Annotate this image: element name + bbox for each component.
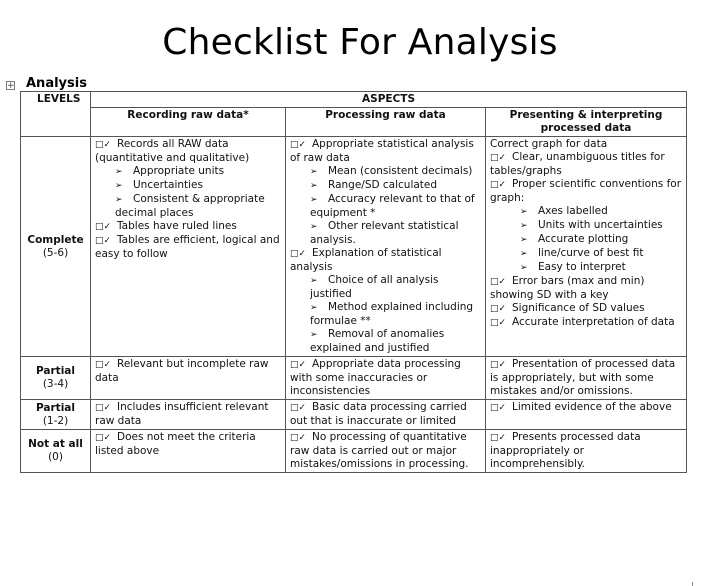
table-row [21,430,687,473]
criteria-item [290,401,481,428]
criteria-text: No processing of quantitative raw data is carried out or major mistakes/omissions in processing. [290,431,469,470]
criteria-text: Choice of all analysis justified [310,274,439,300]
analysis-checklist-table [20,91,687,473]
cell-processing [286,137,486,357]
table-row [21,137,687,357]
level-range: (0) [48,451,63,463]
criteria-item [490,261,682,275]
criteria-text: Range/SD calculated [328,179,438,191]
checkbox-tick-icon: □✓ [95,222,112,232]
checkbox-tick-icon: □✓ [95,140,112,150]
levels-header: LEVELS [21,92,91,108]
criteria-item [290,179,481,193]
criteria-text: Axes labelled [538,205,608,217]
arrow-bullet-icon: ➢ [520,249,528,259]
checklist-body [21,137,687,473]
table-move-handle-icon[interactable]: + [7,81,15,91]
checkbox-tick-icon: □✓ [95,433,112,443]
arrow-bullet-icon: ➢ [520,235,528,245]
criteria-text: Correct graph for data [490,138,608,150]
criteria-item [95,431,281,458]
column-header-presenting: Presenting & interpreting processed data [486,108,687,137]
criteria-text: Method explained including formulae ** [310,301,474,327]
criteria-item [490,151,682,178]
criteria-text: Mean (consistent decimals) [328,165,473,177]
criteria-item [290,193,481,220]
level-name: Complete [27,233,84,246]
page-edge-marker [692,582,693,586]
level-range: (1-2) [42,414,69,427]
arrow-bullet-icon: ➢ [310,303,318,313]
criteria-item [290,165,481,179]
criteria-text: Appropriate units [133,165,225,177]
criteria-list [290,431,481,471]
criteria-item [490,316,682,330]
checkbox-tick-icon: □✓ [95,403,112,413]
criteria-item [490,431,682,471]
criteria-text: Accurate plotting [538,233,629,245]
arrow-bullet-icon: ➢ [115,195,123,205]
checkbox-tick-icon: □✓ [290,433,307,443]
checkbox-tick-icon: □✓ [490,433,507,443]
criteria-item [290,301,481,328]
criteria-item [95,220,281,234]
criteria-item [95,179,281,193]
criteria-text: Explanation of statistical analysis [290,247,442,273]
criteria-item [490,247,682,261]
criteria-text: Clear, unambiguous titles for tables/graphs [490,151,665,177]
arrow-bullet-icon: ➢ [520,207,528,217]
cell-presenting [486,400,687,430]
criteria-item [95,234,281,261]
criteria-text: Consistent & appropriate decimal places [115,193,265,219]
criteria-item [490,138,682,151]
arrow-bullet-icon: ➢ [520,263,528,273]
checkbox-tick-icon: □✓ [290,360,307,370]
arrow-bullet-icon: ➢ [115,167,123,177]
arrow-bullet-icon: ➢ [310,276,318,286]
cell-processing [286,357,486,400]
criteria-text: Tables have ruled lines [117,220,237,232]
criteria-list [490,401,682,415]
criteria-text: Presents processed data inappropriately or incomprehensibly. [490,431,641,470]
column-header-recording: Recording raw data* [91,108,286,137]
table-row [21,400,687,430]
analysis-heading: Analysis [26,76,87,91]
arrow-bullet-icon: ➢ [520,221,528,231]
criteria-text: Accuracy relevant to that of equipment * [310,193,475,219]
criteria-item [95,401,281,428]
level-cell [21,400,91,430]
criteria-text: Relevant but incomplete raw data [95,358,269,384]
arrow-bullet-icon: ➢ [310,181,318,191]
checkbox-tick-icon: □✓ [95,236,112,246]
criteria-text: Includes insufficient relevant raw data [95,401,269,427]
criteria-item [290,328,481,355]
arrow-bullet-icon: ➢ [115,181,123,191]
criteria-item [490,233,682,247]
criteria-item [290,138,481,165]
criteria-item [490,401,682,415]
checkbox-tick-icon: □✓ [290,140,307,150]
criteria-text: Easy to interpret [538,261,626,273]
criteria-text: Uncertainties [133,179,203,191]
criteria-text: Error bars (max and min) showing SD with a key [490,275,645,301]
level-cell [21,137,91,357]
cell-recording [91,400,286,430]
criteria-item [290,220,481,247]
cell-recording [91,430,286,473]
level-name: Not at all [28,438,83,450]
checkbox-tick-icon: □✓ [290,403,307,413]
criteria-text: Accurate interpretation of data [512,316,675,328]
criteria-text: Proper scientific conventions for graph: [490,178,682,204]
cell-recording [91,357,286,400]
criteria-list [490,358,682,398]
level-range: (5-6) [42,246,69,259]
criteria-text: Significance of SD values [512,302,645,314]
criteria-list [490,431,682,471]
level-cell [21,430,91,473]
aspects-header: ASPECTS [91,92,687,108]
criteria-item [490,275,682,302]
criteria-list [95,401,281,428]
cell-processing [286,400,486,430]
level-cell [21,357,91,400]
criteria-item [95,138,281,165]
criteria-list [490,138,682,330]
cell-presenting [486,357,687,400]
criteria-text: Records all RAW data (quantitative and qualitative) [95,138,250,164]
criteria-list [290,401,481,428]
criteria-item [290,247,481,274]
arrow-bullet-icon: ➢ [310,167,318,177]
criteria-text: Units with uncertainties [538,219,663,231]
criteria-text: Appropriate statistical analysis of raw data [290,138,474,164]
arrow-bullet-icon: ➢ [310,330,318,340]
level-name: Partial [36,365,75,377]
criteria-item [95,193,281,220]
level-name: Partial [36,401,75,414]
criteria-text: Appropriate data processing with some inaccuracies or inconsistencies [290,358,461,397]
criteria-list [95,138,281,261]
checkbox-tick-icon: □✓ [490,180,507,190]
criteria-list [290,138,481,355]
checkbox-tick-icon: □✓ [490,277,507,287]
checkbox-tick-icon: □✓ [490,360,507,370]
criteria-text: Presentation of processed data is appropriately, but with some mistakes and/or omissions. [490,358,676,397]
header-row-top [21,92,687,108]
column-header-processing: Processing raw data [286,108,486,137]
criteria-item [490,358,682,398]
criteria-item [95,358,281,385]
levels-header-spacer [21,108,91,137]
criteria-text: Removal of anomalies explained and justified [310,328,445,354]
table-row [21,357,687,400]
criteria-item [95,165,281,179]
checkbox-tick-icon: □✓ [490,153,507,163]
cell-presenting [486,430,687,473]
criteria-item [490,302,682,316]
criteria-list [95,358,281,385]
cell-recording [91,137,286,357]
cell-presenting [486,137,687,357]
checkbox-tick-icon: □✓ [95,360,112,370]
checkbox-tick-icon: □✓ [490,318,507,328]
criteria-list [95,431,281,458]
criteria-item [490,205,682,219]
header-row-columns [21,108,687,137]
arrow-bullet-icon: ➢ [310,222,318,232]
criteria-text: Limited evidence of the above [512,401,672,413]
criteria-text: Does not meet the criteria listed above [95,431,256,457]
criteria-text: line/curve of best fit [538,247,644,259]
criteria-item [490,178,682,205]
criteria-item [290,274,481,301]
checkbox-tick-icon: □✓ [490,403,507,413]
cell-processing [286,430,486,473]
checkbox-tick-icon: □✓ [490,304,507,314]
arrow-bullet-icon: ➢ [310,195,318,205]
criteria-text: Other relevant statistical analysis. [310,220,459,246]
criteria-item [290,431,481,471]
criteria-text: Basic data processing carried out that is inaccurate or limited [290,401,467,427]
criteria-item [290,358,481,398]
level-range: (3-4) [42,378,69,390]
criteria-item [490,219,682,233]
slide-title: Checklist For Analysis [162,22,558,63]
criteria-text: Tables are efficient, logical and easy to follow [95,234,280,260]
criteria-list [290,358,481,398]
checkbox-tick-icon: □✓ [290,249,307,259]
